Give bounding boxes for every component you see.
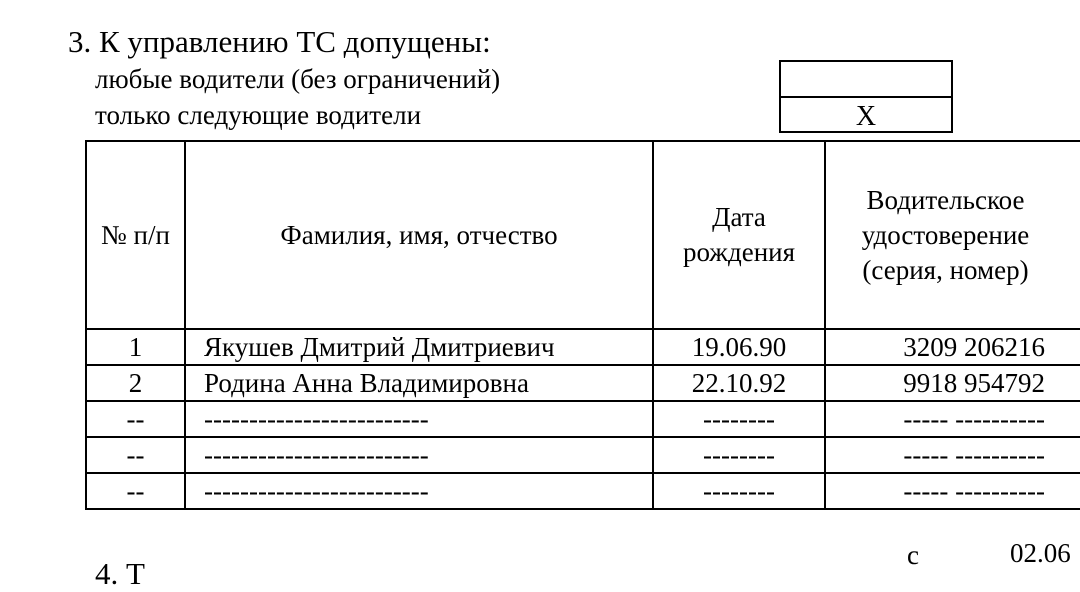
section-title: 3. К управлению ТС допущены: xyxy=(68,24,491,59)
table-row xyxy=(86,365,1080,401)
table-row xyxy=(86,329,1080,365)
header-license: Водительское удостоверение (серия, номер) xyxy=(825,141,1080,329)
header-num: № п/п xyxy=(86,141,185,329)
drivers-table xyxy=(85,140,1080,510)
row-birth-date: -------- xyxy=(653,473,825,509)
row-name: ------------------------- xyxy=(185,437,653,473)
row-num: -- xyxy=(86,437,185,473)
row-num: -- xyxy=(86,401,185,437)
row-name: ------------------------- xyxy=(185,401,653,437)
checkbox-any-drivers[interactable] xyxy=(781,62,951,98)
row-license: 9918 954792 xyxy=(825,365,1080,401)
footer-from-label: с xyxy=(907,540,919,570)
driver-option-checkboxes xyxy=(779,60,953,133)
row-name: Якушев Дмитрий Дмитриевич xyxy=(185,329,653,365)
header-name: Фамилия, имя, отчество xyxy=(185,141,653,329)
table-header-row xyxy=(86,141,1080,329)
row-num: -- xyxy=(86,473,185,509)
row-birth-date: -------- xyxy=(653,437,825,473)
row-birth-date: 19.06.90 xyxy=(653,329,825,365)
option-any-drivers: любые водители (без ограничений) xyxy=(95,64,501,94)
next-section-title: 4. Т xyxy=(95,556,145,591)
row-num: 1 xyxy=(86,329,185,365)
table-row xyxy=(86,473,1080,509)
table-row xyxy=(86,437,1080,473)
row-birth-date: -------- xyxy=(653,401,825,437)
row-license: ----- ---------- xyxy=(825,401,1080,437)
checkbox-only-listed-drivers[interactable]: X xyxy=(855,101,877,132)
row-license: 3209 206216 xyxy=(825,329,1080,365)
footer-date: 02.06 xyxy=(1010,538,1071,568)
row-license: ----- ---------- xyxy=(825,473,1080,509)
row-birth-date: 22.10.92 xyxy=(653,365,825,401)
row-num: 2 xyxy=(86,365,185,401)
table-row xyxy=(86,401,1080,437)
header-birth-date: Дата рождения xyxy=(653,141,825,329)
row-name: ------------------------- xyxy=(185,473,653,509)
row-license: ----- ---------- xyxy=(825,437,1080,473)
row-name: Родина Анна Владимировна xyxy=(185,365,653,401)
option-only-listed-drivers: только следующие водители xyxy=(95,100,422,130)
